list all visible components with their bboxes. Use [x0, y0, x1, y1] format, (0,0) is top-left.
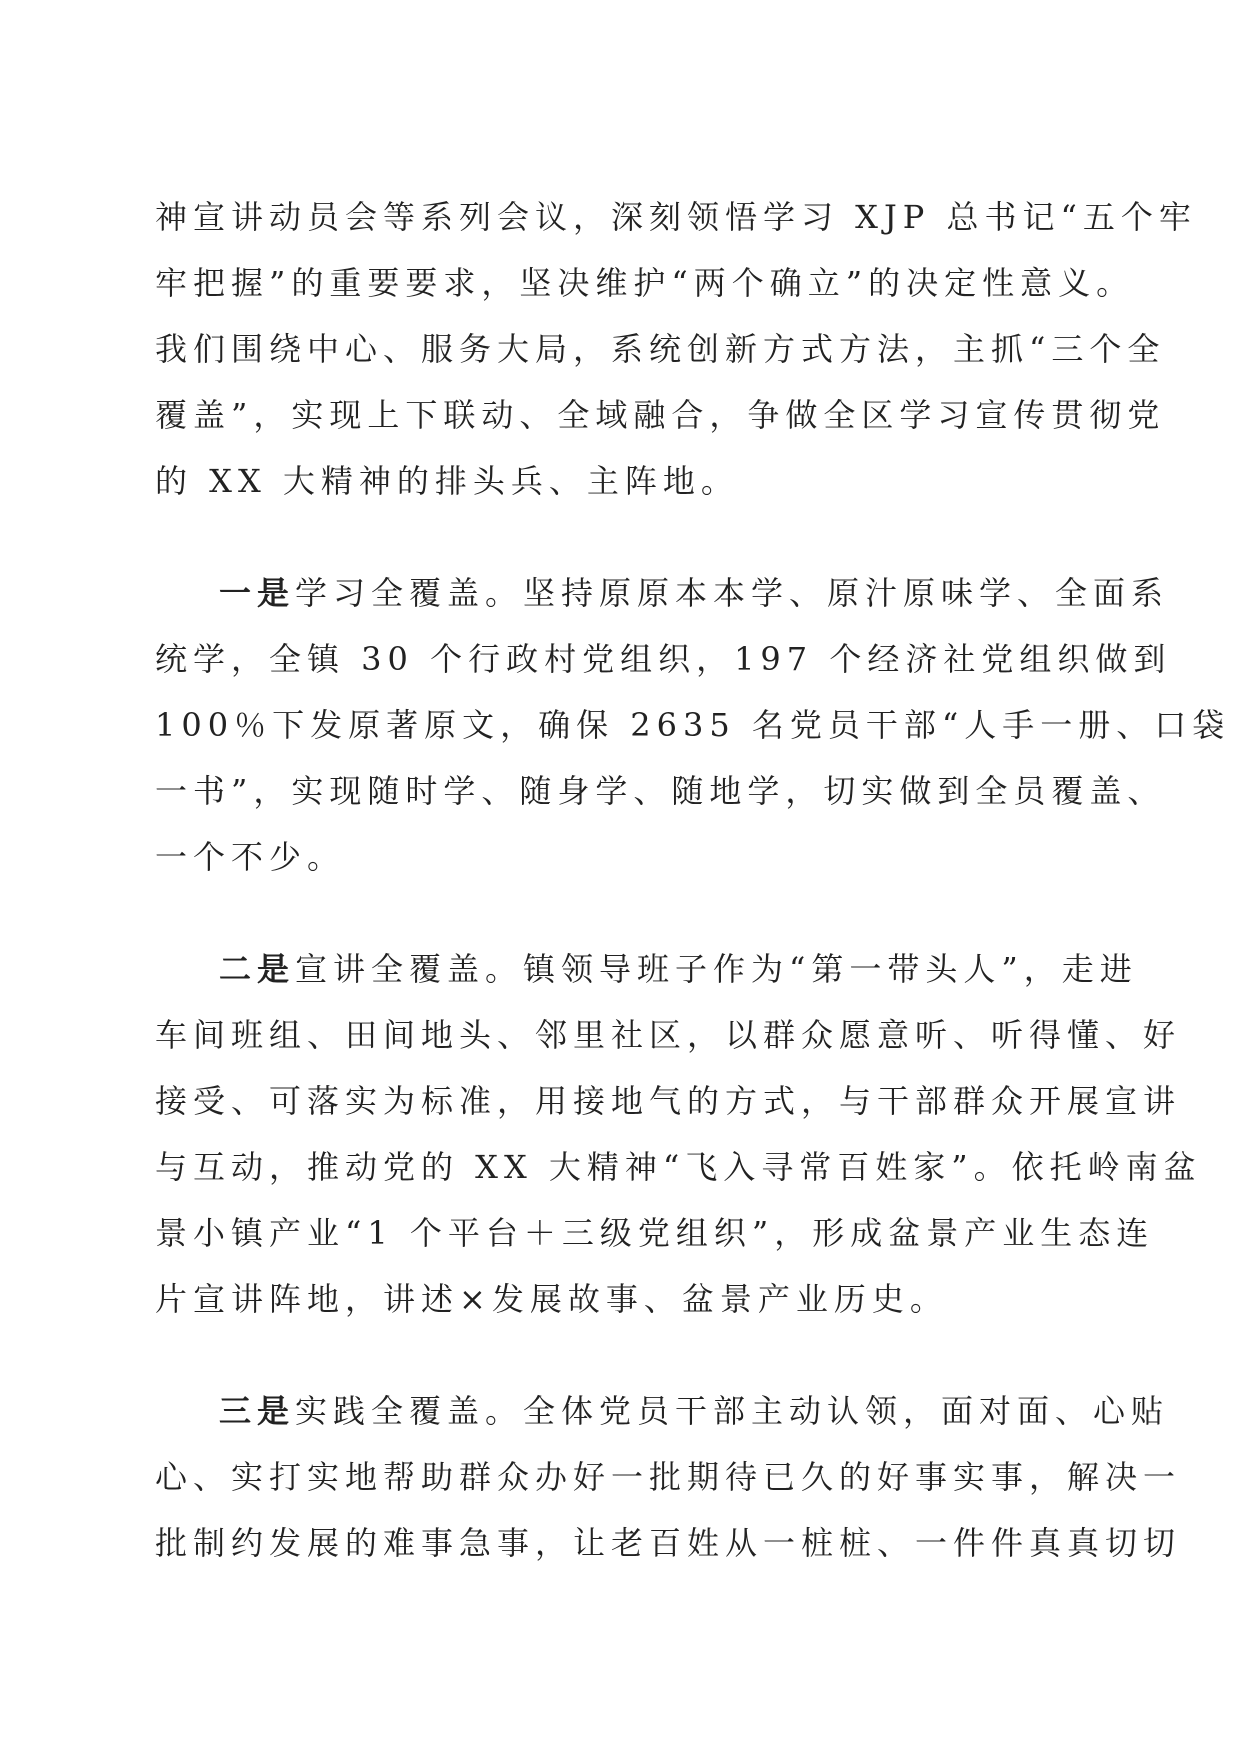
text-line: 一个不少。: [155, 838, 346, 876]
text-line: 片宣讲阵地，讲述×发展故事、盆景产业历史。: [155, 1280, 948, 1318]
paragraph-spacer: [155, 514, 1080, 560]
text-line: 牢把握”的重要要求，坚决维护“两个确立”的决定性意义。: [155, 264, 1135, 302]
text-line: 接受、可落实为标准，用接地气的方式，与干部群众开展宣讲: [155, 1082, 1182, 1120]
text-run: 学习全覆盖。坚持原原本本学、原汁原味学、全面系: [295, 574, 1170, 612]
text-line: 覆盖”，实现上下联动、全域融合，争做全区学习宣传贯彻党: [155, 396, 1166, 434]
paragraph-study: [155, 560, 1231, 890]
text-line: 我们围绕中心、服务大局，系统创新方式方法，主抓“三个全: [155, 330, 1166, 368]
text-run: 实践全覆盖。全体党员干部主动认领，面对面、心贴: [295, 1392, 1170, 1430]
paragraph-lecture: [155, 936, 1202, 1332]
text-line: 神宣讲动员会等系列会议，深刻领悟学习 XJP 总书记“五个牢: [155, 198, 1197, 236]
text-line: 100％下发原著原文，确保 2635 名党员干部“人手一册、口袋: [155, 706, 1231, 744]
paragraph-lead: 二是: [219, 950, 296, 988]
text-line: 批制约发展的难事急事，让老百姓从一桩桩、一件件真真切切: [155, 1524, 1182, 1562]
text-line: 与互动，推动党的 XX 大精神“飞入寻常百姓家”。依托岭南盆: [155, 1148, 1202, 1186]
text-line-first: [155, 936, 1138, 1002]
text-line: 一书”，实现随时学、随身学、随地学，切实做到全员覆盖、: [155, 772, 1166, 810]
text-run: 宣讲全覆盖。镇领导班子作为“第一带头人”，走进: [295, 950, 1138, 988]
document-body: [155, 184, 1231, 1576]
text-line: 统学，全镇 30 个行政村党组织，197 个经济社党组织做到: [155, 640, 1172, 678]
text-line: 心、实打实地帮助群众办好一批期待已久的好事实事，解决一: [155, 1458, 1182, 1496]
paragraph-practice: [155, 1378, 1182, 1576]
text-line: 的 XX 大精神的排头兵、主阵地。: [155, 462, 739, 500]
paragraph-lead: 一是: [219, 574, 296, 612]
paragraph-intro: [155, 184, 1197, 514]
paragraph-lead: 三是: [219, 1392, 296, 1430]
text-line: 景小镇产业“1 个平台＋三级党组织”，形成盆景产业生态连: [155, 1214, 1155, 1252]
paragraph-spacer: [155, 1332, 1080, 1378]
text-line: 车间班组、田间地头、邻里社区，以群众愿意听、听得懂、好: [155, 1016, 1182, 1054]
paragraph-spacer: [155, 890, 1080, 936]
text-line-first: [155, 1378, 1170, 1444]
text-line-first: [155, 560, 1170, 626]
